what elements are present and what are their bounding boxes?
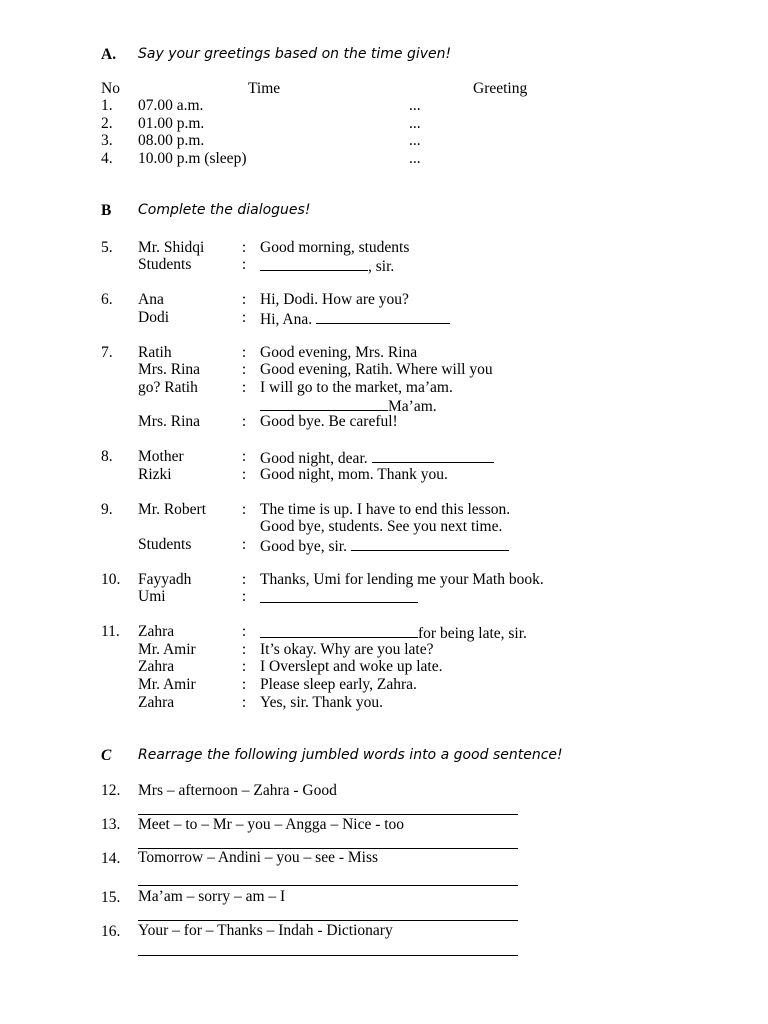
section-a-letter: A. (101, 46, 117, 63)
dialogue-line: Yes, sir. Thank you. (260, 694, 384, 711)
dialogue-line: Thanks, Umi for lending me your Math book. (260, 571, 544, 588)
dialogue-line: Good morning, students (260, 239, 410, 256)
row-greeting: ... (409, 150, 421, 167)
colon: : (241, 239, 247, 256)
dialogue-line: Good bye. Be careful! (260, 413, 398, 430)
colon: : (241, 658, 247, 675)
answer-line[interactable] (260, 588, 418, 607)
question-number: 6. (101, 291, 113, 308)
question-number: 5. (101, 239, 113, 256)
colon: : (241, 623, 247, 640)
row-greeting: ... (409, 115, 421, 132)
row-number: 1. (101, 97, 113, 114)
section-b-letter: B (101, 202, 112, 219)
row-time: 10.00 p.m (sleep) (138, 150, 247, 167)
answer-line[interactable] (260, 623, 527, 642)
answer-line[interactable] (260, 256, 394, 275)
speaker: Ana (138, 291, 164, 308)
question-number: 14. (101, 850, 121, 867)
colon: : (241, 256, 247, 273)
dialogue-line: Good evening, Ratih. Where will you (260, 361, 493, 378)
answer-line[interactable] (138, 955, 518, 956)
speaker: Mrs. Rina (138, 413, 200, 430)
speaker: Umi (138, 588, 166, 605)
question-number: 13. (101, 816, 121, 833)
answer-line[interactable] (260, 448, 494, 467)
colon: : (241, 694, 247, 711)
answer-blank[interactable] (316, 309, 450, 324)
jumbled-words: Your – for – Thanks – Indah - Dictionary (138, 922, 393, 939)
speaker: Students (138, 256, 192, 273)
dialogue-line: Please sleep early, Zahra. (260, 676, 417, 693)
question-number: 10. (101, 571, 121, 588)
answer-line[interactable] (138, 885, 518, 886)
speaker: Zahra (138, 658, 175, 675)
question-number: 9. (101, 501, 113, 518)
speaker: Students (138, 536, 192, 553)
colon: : (241, 588, 247, 605)
dialogue-line: Good bye, sir. (260, 538, 347, 555)
speaker: Mr. Robert (138, 501, 207, 518)
speaker: Mr. Amir (138, 676, 196, 693)
header-greeting: Greeting (473, 80, 528, 97)
row-number: 3. (101, 132, 113, 149)
colon: : (241, 536, 247, 553)
dialogue-line: for being late, sir. (418, 625, 527, 642)
speaker: go? Ratih (138, 379, 198, 396)
row-greeting: ... (409, 132, 421, 149)
colon: : (241, 448, 247, 465)
answer-blank[interactable] (260, 623, 418, 638)
answer-blank[interactable] (260, 396, 388, 411)
answer-line[interactable] (260, 536, 509, 555)
colon: : (241, 379, 247, 396)
dialogue-line: Hi, Dodi. How are you? (260, 291, 409, 308)
speaker: Zahra (138, 623, 175, 640)
answer-blank[interactable] (260, 256, 368, 271)
answer-blank[interactable] (351, 536, 509, 551)
dialogue-line: It’s okay. Why are you late? (260, 641, 434, 658)
row-time: 01.00 p.m. (138, 115, 205, 132)
speaker: Ratih (138, 344, 172, 361)
dialogue-line: Good night, dear. (260, 450, 368, 467)
row-greeting: ... (409, 97, 421, 114)
colon: : (241, 344, 247, 361)
colon: : (241, 291, 247, 308)
header-no: No (101, 80, 120, 97)
colon: : (241, 676, 247, 693)
answer-line[interactable] (138, 814, 518, 815)
colon: : (241, 413, 247, 430)
colon: : (241, 309, 247, 326)
question-number: 12. (101, 782, 121, 799)
colon: : (241, 466, 247, 483)
dialogue-line: Good evening, Mrs. Rina (260, 344, 418, 361)
colon: : (241, 571, 247, 588)
speaker: Mother (138, 448, 184, 465)
question-number: 8. (101, 448, 113, 465)
dialogue-line: The time is up. I have to end this lesson. (260, 501, 511, 518)
row-time: 07.00 a.m. (138, 97, 204, 114)
jumbled-words: Ma’am – sorry – am – I (138, 888, 286, 905)
dialogue-line: I Overslept and woke up late. (260, 658, 443, 675)
colon: : (241, 641, 247, 658)
speaker: Zahra (138, 694, 175, 711)
row-number: 2. (101, 115, 113, 132)
speaker: Rizki (138, 466, 172, 483)
dialogue-line: Good bye, students. See you next time. (260, 518, 503, 535)
dialogue-line: I will go to the market, ma’am. (260, 379, 453, 396)
question-number: 15. (101, 889, 121, 906)
header-time: Time (248, 80, 281, 97)
answer-line[interactable] (138, 920, 518, 921)
jumbled-words: Mrs – afternoon – Zahra - Good (138, 782, 337, 799)
colon: : (241, 361, 247, 378)
question-number: 11. (101, 623, 120, 640)
dialogue-line: Good night, mom. Thank you. (260, 466, 448, 483)
dialogue-line: Ma’am. (388, 398, 437, 415)
question-number: 7. (101, 344, 113, 361)
jumbled-words: Meet – to – Mr – you – Angga – Nice - too (138, 816, 405, 833)
section-c-letter: C (101, 747, 112, 764)
speaker: Dodi (138, 309, 169, 326)
section-a-title: Say your greetings based on the time given! (138, 46, 452, 62)
question-number: 16. (101, 923, 121, 940)
speaker: Mr. Shidqi (138, 239, 205, 256)
dialogue-line: Hi, Ana. (260, 311, 313, 328)
answer-line[interactable] (260, 309, 450, 328)
dialogue-line: , sir. (368, 258, 395, 275)
row-number: 4. (101, 150, 113, 167)
colon: : (241, 501, 247, 518)
answer-blank[interactable] (260, 588, 418, 603)
row-time: 08.00 p.m. (138, 132, 205, 149)
jumbled-words: Tomorrow – Andini – you – see - Miss (138, 849, 379, 866)
speaker: Mr. Amir (138, 641, 196, 658)
section-b-title: Complete the dialogues! (138, 202, 311, 218)
section-c-title: Rearrage the following jumbled words into a good sentence! (138, 747, 563, 763)
speaker: Fayyadh (138, 571, 192, 588)
answer-blank[interactable] (372, 448, 494, 463)
speaker: Mrs. Rina (138, 361, 200, 378)
